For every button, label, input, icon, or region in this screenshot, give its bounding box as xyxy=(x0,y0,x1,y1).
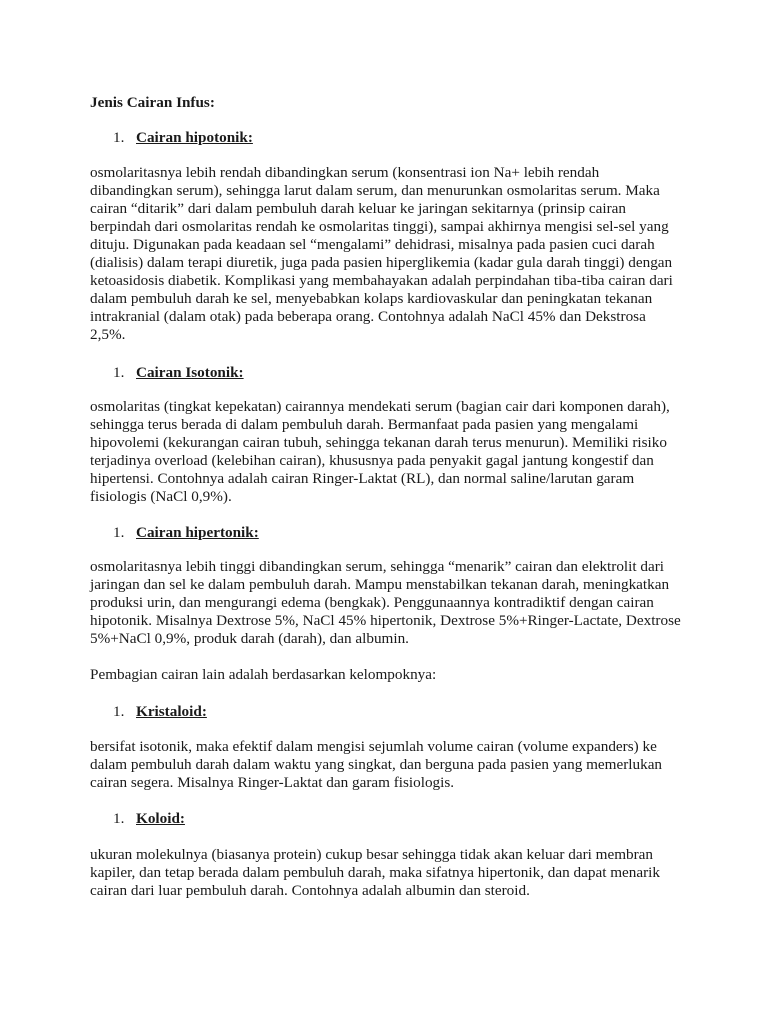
paragraph-line: (dialisis) dalam terapi diuretik, juga pada pasien hiperglikemia (kadar gula darah tinggi) dengan xyxy=(90,254,673,271)
paragraph-line: kapiler, dan tetap berada dalam pembuluh darah, maka sifatnya hipertonik, dan dapat menarik xyxy=(90,864,660,881)
paragraph-line: bersifat isotonik, maka efektif dalam mengisi sejumlah volume cairan (volume expanders) ke xyxy=(90,738,657,755)
group-heading-kristaloid xyxy=(113,703,207,721)
paragraph-line: berpindah dari osmolaritas rendah ke osmolaritas tinggi), sampai akhirnya mengisi sel-sel yang xyxy=(90,218,669,235)
paragraph-line: sehingga terus berada di dalam pembuluh darah. Bermanfaat pada pasien yang mengalami xyxy=(90,416,639,433)
paragraph-line: dibandingkan serum), sehingga larut dalam serum, dan menurunkan osmolaritas serum. Maka xyxy=(90,182,660,199)
paragraph-line: hipertensi. Contohnya adalah cairan Ringer-Laktat (RL), dan normal saline/larutan garam xyxy=(90,470,635,487)
list-number: 1. xyxy=(113,703,125,720)
list-number: 1. xyxy=(113,129,125,146)
paragraph-line: fisiologis (NaCl 0,9%). xyxy=(90,488,232,505)
paragraph-line: 5%+NaCl 0,9%, produk darah (darah), dan albumin. xyxy=(90,630,409,647)
paragraph-line: intrakranial (dalam otak) pada beberapa orang. Contohnya adalah NaCl 45% dan Dekstrosa xyxy=(90,308,646,325)
paragraph-line: osmolaritas (tingkat kepekatan) cairannya mendekati serum (bagian cair dari komponen darah), xyxy=(90,398,670,415)
grouping-intro: Pembagian cairan lain adalah berdasarkan kelompoknya: xyxy=(90,666,437,683)
list-number: 1. xyxy=(113,810,125,827)
paragraph-line: osmolaritasnya lebih rendah dibandingkan serum (konsentrasi ion Na+ lebih rendah xyxy=(90,164,600,181)
paragraph-line: hipovolemi (kekurangan cairan tubuh, sehingga tekanan darah terus menurun). Memiliki risiko xyxy=(90,434,667,451)
document-title: Jenis Cairan Infus: xyxy=(90,94,215,111)
group-heading-koloid xyxy=(113,810,185,828)
section-heading-label: Cairan Isotonik: xyxy=(136,364,244,381)
section-heading-label: Cairan hipotonik: xyxy=(136,129,253,146)
paragraph-kristaloid xyxy=(90,738,690,792)
paragraph-line: produksi urin, dan mengurangi edema (bengkak). Penggunaannya kontradiktif dengan cairan xyxy=(90,594,654,611)
paragraph-line: dituju. Digunakan pada keadaan sel “mengalami” dehidrasi, misalnya pada pasien cuci darah xyxy=(90,236,655,253)
paragraph-line: cairan segera. Misalnya Ringer-Laktat dan garam fisiologis. xyxy=(90,774,455,791)
paragraph-line: ketoasidosis diabetik. Komplikasi yang membahayakan adalah perpindahan tiba-tiba cairan dari xyxy=(90,272,673,289)
paragraph-line: osmolaritasnya lebih tinggi dibandingkan serum, sehingga “menarik” cairan dan elektrolit dari xyxy=(90,558,664,575)
section-heading-hipotonik xyxy=(113,129,253,147)
section-heading-isotonik xyxy=(113,364,244,382)
section-heading-label: Cairan hipertonik: xyxy=(136,524,259,541)
paragraph-koloid xyxy=(90,846,690,900)
group-heading-label: Koloid: xyxy=(136,810,185,827)
paragraph-hipotonik xyxy=(90,164,690,344)
paragraph-line: terjadinya overload (kelebihan cairan), khususnya pada penyakit gagal jantung kongestif dan xyxy=(90,452,654,469)
paragraph-hipertonik xyxy=(90,558,690,648)
group-heading-label: Kristaloid: xyxy=(136,703,207,720)
paragraph-line: dalam pembuluh darah dalam waktu yang singkat, dan berguna pada pasien yang memerlukan xyxy=(90,756,663,773)
list-number: 1. xyxy=(113,364,125,381)
paragraph-line: cairan dari luar pembuluh darah. Contohnya adalah albumin dan steroid. xyxy=(90,882,530,899)
paragraph-line: jaringan dan sel ke dalam pembuluh darah. Mampu menstabilkan tekanan darah, meningkatkan xyxy=(90,576,670,593)
section-heading-hipertonik xyxy=(113,524,259,542)
paragraph-line: cairan “ditarik” dari dalam pembuluh darah keluar ke jaringan sekitarnya (prinsip cairan xyxy=(90,200,626,217)
paragraph-line: 2,5%. xyxy=(90,326,126,343)
paragraph-line: dalam pembuluh darah ke sel, menyebabkan kolaps kardiovaskular dan peningkatan tekanan xyxy=(90,290,653,307)
list-number: 1. xyxy=(113,524,125,541)
paragraph-isotonik xyxy=(90,398,690,506)
paragraph-line: hipotonik. Misalnya Dextrose 5%, NaCl 45% hipertonik, Dextrose 5%+Ringer-Lactate, Dextrose xyxy=(90,612,681,629)
paragraph-line: ukuran molekulnya (biasanya protein) cukup besar sehingga tidak akan keluar dari membran xyxy=(90,846,654,863)
